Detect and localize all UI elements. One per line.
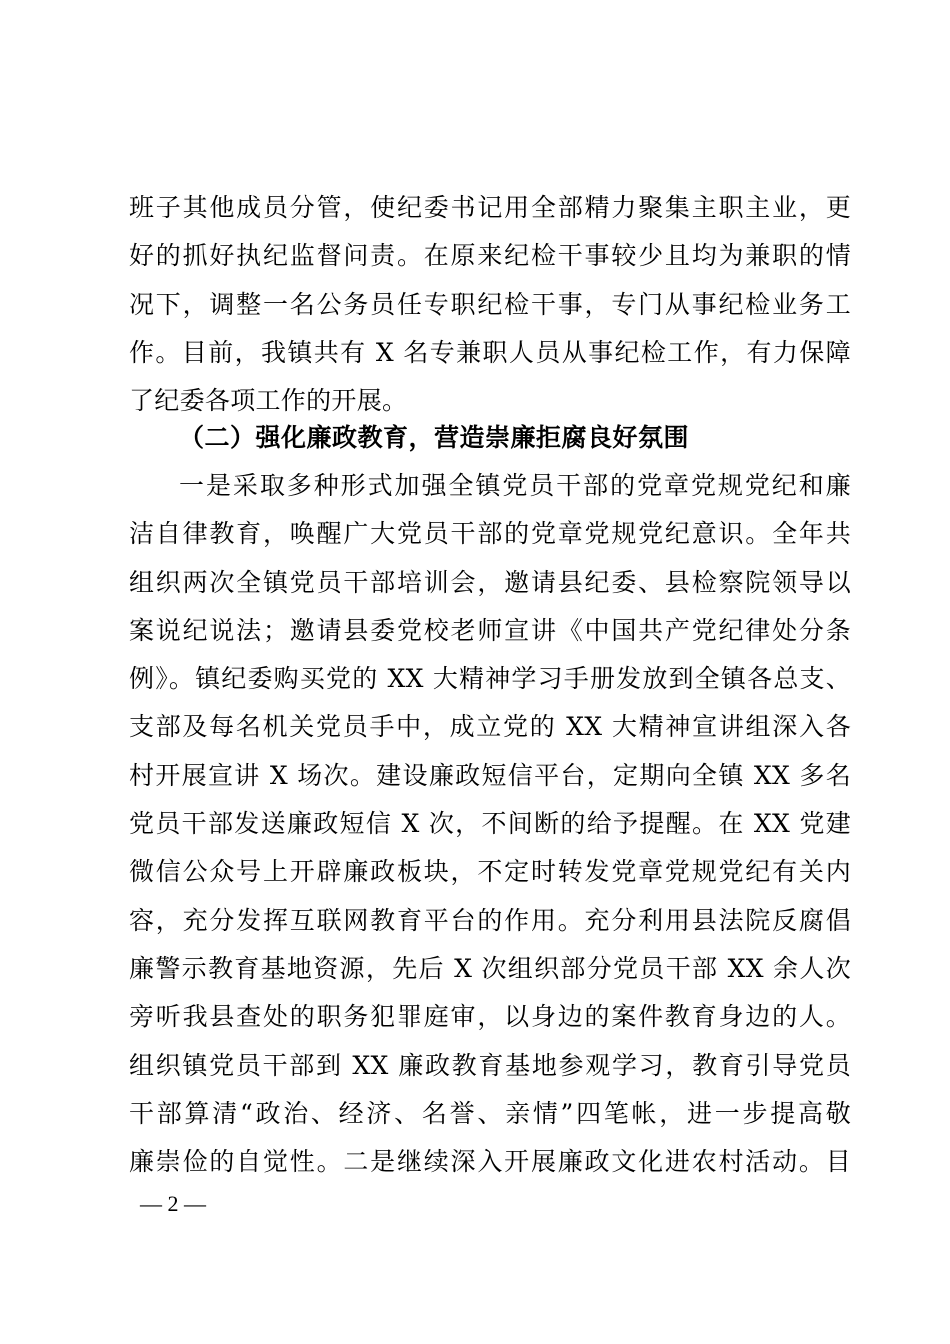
paragraph-2-line: 例》。镇纪委购买党的 XX 大精神学习手册发放到全镇各总支、 bbox=[129, 664, 851, 694]
paragraph-2-line: 组织镇党员干部到 XX 廉政教育基地参观学习，教育引导党员 bbox=[129, 1050, 851, 1080]
paragraph-1-line: 了纪委各项工作的开展。 bbox=[129, 386, 408, 416]
paragraph-1-line: 好的抓好执纪监督问责。在原来纪检干事较少且均为兼职的情 bbox=[129, 241, 851, 271]
paragraph-1 bbox=[129, 184, 851, 425]
paragraph-2-line: 一是采取多种形式加强全镇党员干部的党章党规党纪和廉 bbox=[179, 471, 851, 500]
page-number: — 2 — bbox=[140, 1191, 206, 1216]
paragraph-2-line: 洁自律教育，唤醒广大党员干部的党章党规党纪意识。全年共 bbox=[129, 519, 851, 549]
paragraph-2-line: 廉崇俭的自觉性。二是继续深入开展廉政文化进农村活动。目 bbox=[129, 1147, 851, 1177]
paragraph-1-line: 班子其他成员分管，使纪委书记用全部精力聚集主职主业，更 bbox=[129, 193, 851, 222]
paragraph-2-line: 党员干部发送廉政短信 X 次，不间断的给予提醒。在 XX 党建 bbox=[129, 809, 851, 839]
paragraph-2 bbox=[129, 462, 851, 1186]
paragraph-2-line: 支部及每名机关党员手中，成立党的 XX 大精神宣讲组深入各 bbox=[129, 712, 851, 742]
section-heading: （二）强化廉政教育，营造崇廉拒腐良好氛围 bbox=[179, 423, 690, 452]
paragraph-2-line: 旁听我县查处的职务犯罪庭审，以身边的案件教育身边的人。 bbox=[129, 1002, 851, 1032]
paragraph-2-line: 干部算清“政治、经济、名誉、亲情”四笔帐，进一步提高敬 bbox=[129, 1098, 851, 1128]
paragraph-2-line: 微信公众号上开辟廉政板块，不定时转发党章党规党纪有关内 bbox=[129, 857, 851, 887]
paragraph-1-line: 况下，调整一名公务员任专职纪检干事，专门从事纪检业务工 bbox=[129, 289, 851, 319]
paragraph-1-line: 作。目前，我镇共有 X 名专兼职人员从事纪检工作，有力保障 bbox=[129, 337, 851, 367]
paragraph-2-line: 组织两次全镇党员干部培训会，邀请县纪委、县检察院领导以 bbox=[129, 567, 851, 597]
paragraph-2-line: 案说纪说法；邀请县委党校老师宣讲《中国共产党纪律处分条 bbox=[129, 615, 851, 645]
paragraph-2-line: 村开展宣讲 X 场次。建设廉政短信平台，定期向全镇 XX 多名 bbox=[129, 760, 851, 790]
paragraph-2-line: 容，充分发挥互联网教育平台的作用。充分利用县法院反腐倡 bbox=[129, 905, 851, 935]
paragraph-2-line: 廉警示教育基地资源，先后 X 次组织部分党员干部 XX 余人次 bbox=[129, 953, 851, 983]
